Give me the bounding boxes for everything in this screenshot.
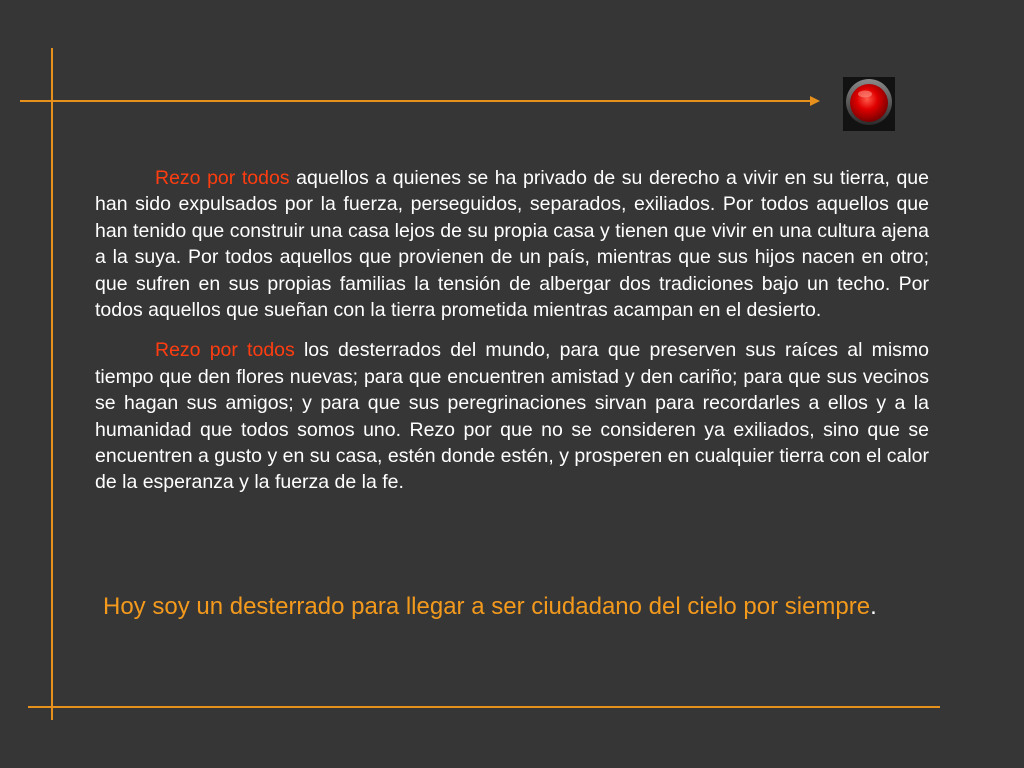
paragraph-1 (95, 165, 929, 323)
frame-vertical-line (51, 48, 53, 720)
frame-bottom-line (28, 706, 940, 708)
frame-arrow-line (20, 93, 822, 109)
closing-statement (103, 592, 913, 622)
red-button-icon[interactable] (843, 77, 895, 131)
paragraph-2-lead: Rezo por todos (155, 339, 295, 362)
paragraph-1-lead: Rezo por todos (155, 167, 290, 189)
paragraph-2-text: los desterrados del mundo, para que preserven sus raíces al mismo tiempo que den flores nuevas; para que encuentren amistad y den cariño; para que sus vecinos se hagan sus amigos; y para que sus peregrinaciones sirvan para recordarles a ellos y a la humanidad que todos somos uno. Rezo por que no se consideren ya exiliados, sino que se encuentren a gusto y en su casa, estén donde estén, y prosperen en cualquier tierra con el calor de la esperanza y la fuerza de la fe. (95, 339, 929, 494)
closing-period: . (870, 593, 877, 620)
prayer-text (95, 165, 929, 496)
closing-text: Hoy soy un desterrado para llegar a ser ciudadano del cielo por siempre (103, 593, 871, 620)
paragraph-2 (95, 337, 929, 495)
paragraph-1-text: aquellos a quienes se ha privado de su derecho a vivir en su tierra, que han sido expulsados por la fuerza, perseguidos, separados, exiliados. Por todos aquellos que han tenido que construir una casa lejos de su propia casa y tienen que vivir en una cultura ajena a la suya. Por todos aquellos que provienen de un país, mientras que sus hijos nacen en otro; que sufren en sus propias familias la tensión de albergar dos tradiciones bajo un techo. Por todos aquellos que sueñan con la tierra prometida mientras acampan en el desierto. (95, 167, 929, 322)
